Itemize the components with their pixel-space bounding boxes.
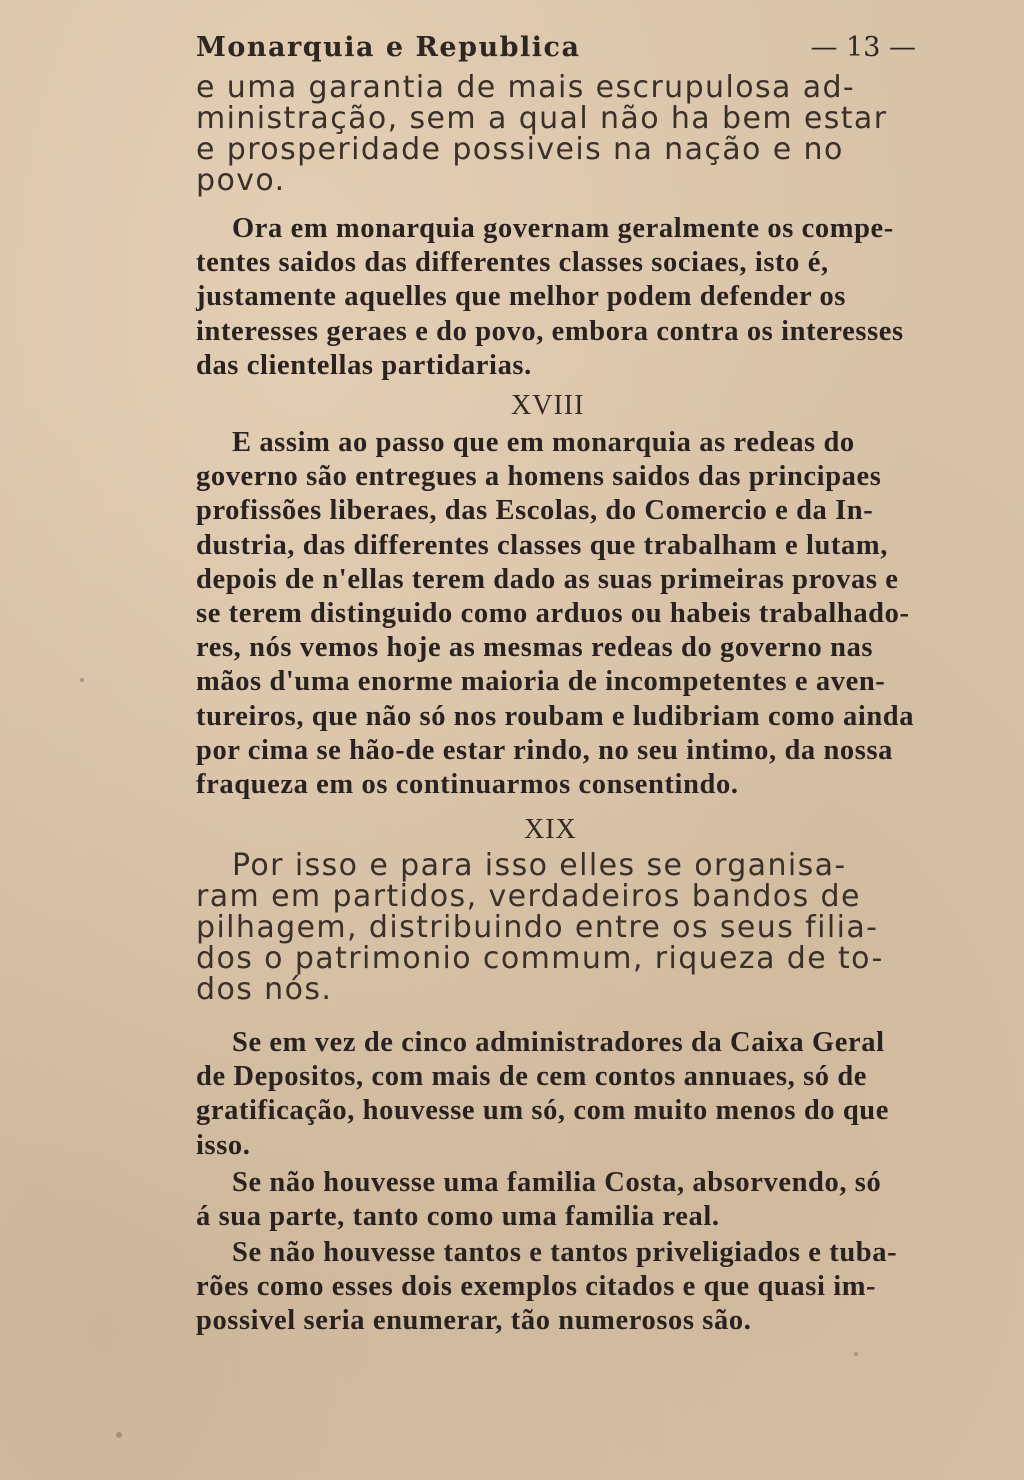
text-line: mãos d'uma enorme maioria de incompetentes e aven- <box>196 666 886 698</box>
text-line: Ora em monarquia governam geralmente os compe- <box>232 213 894 244</box>
text-line: povo. <box>196 163 286 198</box>
text-line: Se não houvesse tantos e tantos priveligiados e tuba- <box>232 1237 898 1268</box>
text-line: ministração, sem a qual não ha bem estar <box>196 101 888 136</box>
text-line: e prosperidade possiveis na nação e no <box>196 132 844 167</box>
paper-speck <box>116 1432 122 1438</box>
text-line: se terem distinguido como arduos ou habeis trabalhado- <box>196 598 910 630</box>
text-line: Por isso e para isso elles se organisa- <box>232 848 847 883</box>
text-line: Se em vez de cinco administradores da Caixa Geral <box>232 1027 885 1058</box>
text-line: isso. <box>196 1129 251 1161</box>
text-line: rões como esses dois exemplos citados e que quasi im- <box>196 1271 877 1303</box>
page-header <box>196 30 916 70</box>
paragraph-familia-costa <box>196 1166 881 1234</box>
text-line: fraqueza em os continuarmos consentindo. <box>196 769 739 801</box>
paragraph-xix <box>196 850 884 1005</box>
page-number: — 13 — <box>810 32 916 63</box>
paragraph-privileged <box>196 1236 897 1339</box>
text-line: dos o patrimonio commum, riqueza de to- <box>196 941 884 976</box>
text-line: interesses geraes e do povo, embora contra os interesses <box>196 315 904 347</box>
text-line: ram em partidos, verdadeiros bandos de <box>196 879 861 914</box>
paper-speck <box>80 678 84 682</box>
paragraph-caixa-geral <box>196 1026 889 1163</box>
text-line: Se não houvesse uma familia Costa, absorvendo, só <box>232 1167 882 1198</box>
text-line: das clientellas partidarias. <box>196 349 532 381</box>
text-line: governo são entregues a homens saidos das principaes <box>196 461 882 493</box>
text-line: tentes saidos das differentes classes sociaes, isto é, <box>196 247 829 279</box>
section-heading-xix: XIX <box>524 814 577 845</box>
text-line: E assim ao passo que em monarquia as redeas do <box>232 427 855 458</box>
section-heading-xviii: XVIII <box>511 390 585 421</box>
text-line: á sua parte, tanto como uma familia real. <box>196 1201 720 1233</box>
text-line: gratificação, houvesse um só, com muito menos do que <box>196 1095 890 1127</box>
text-line: depois de n'ellas terem dado as suas primeiras provas e <box>196 563 899 595</box>
paragraph-monarchy-competence <box>196 212 904 383</box>
paragraph-xviii <box>196 426 914 802</box>
text-line: res, nós vemos hoje as mesmas redeas do governo nas <box>196 632 874 664</box>
text-line: possivel seria enumerar, tão numerosos são. <box>196 1305 752 1337</box>
text-line: dos nós. <box>196 972 333 1007</box>
text-line: de Depositos, com mais de cem contos annuaes, só de <box>196 1061 868 1093</box>
text-line: justamente aquelles que melhor podem defender os <box>196 281 846 313</box>
text-line: pilhagem, distribuindo entre os seus filia- <box>196 910 879 945</box>
paragraph-intro <box>196 72 887 196</box>
text-line: tureiros, que não só nos roubam e ludibriam como ainda <box>196 700 915 732</box>
text-line: e uma garantia de mais escrupulosa ad- <box>196 70 856 105</box>
text-line: profissões liberaes, das Escolas, do Comercio e da In- <box>196 495 874 527</box>
text-line: dustria, das differentes classes que trabalham e lutam, <box>196 529 888 561</box>
text-line: por cima se hão-de estar rindo, no seu intimo, da nossa <box>196 734 894 766</box>
paper-speck <box>854 1352 858 1356</box>
running-title: Monarquia e Republica <box>196 32 581 63</box>
